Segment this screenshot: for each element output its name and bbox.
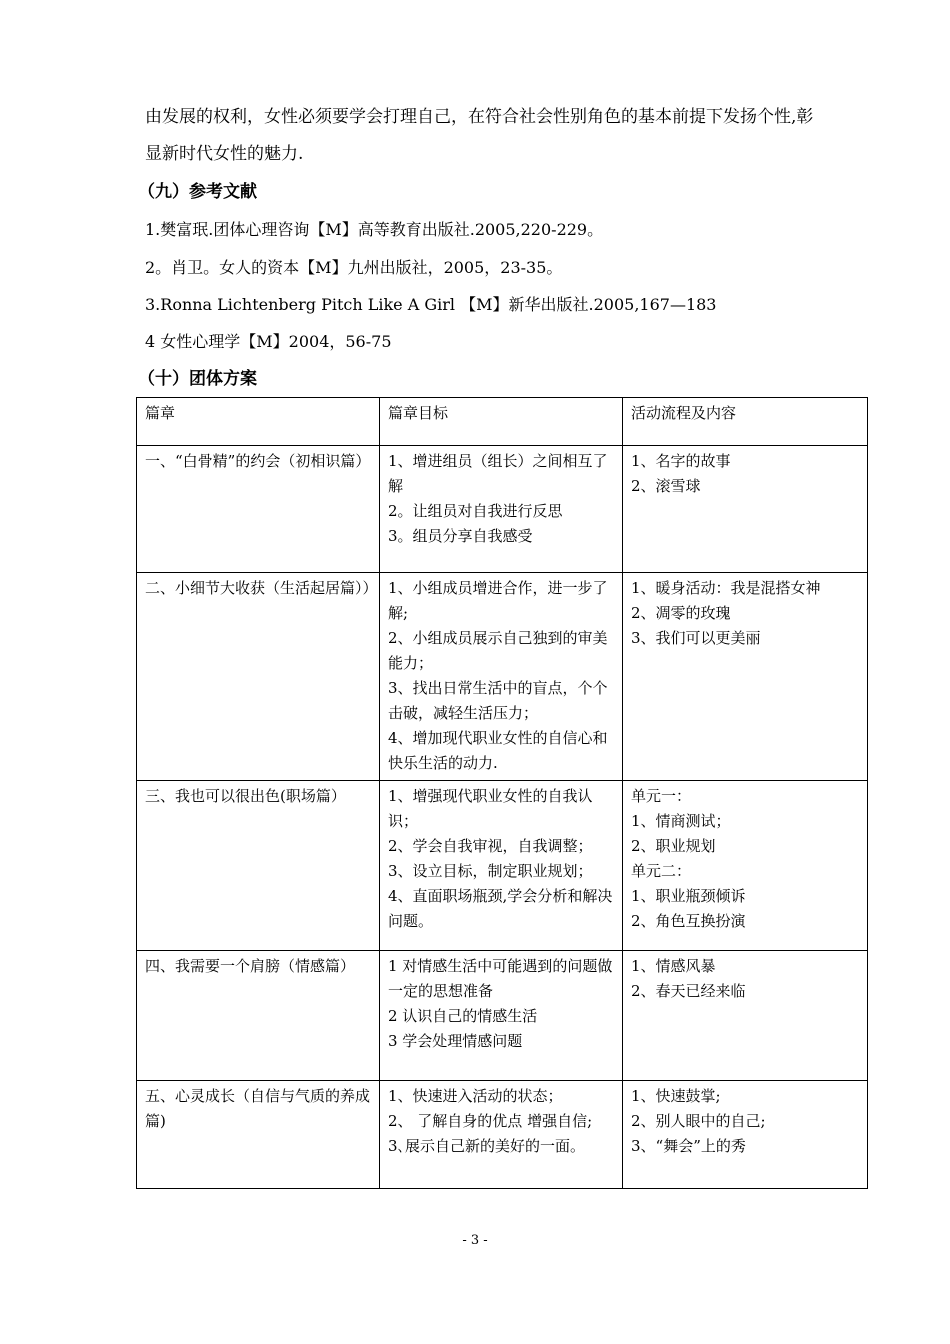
- activity-item: 2、滚雪球: [631, 477, 701, 495]
- goals-cell: [380, 781, 623, 951]
- goal-item: 1 对情感生活中可能遇到的问题做一定的思想准备: [388, 957, 613, 1000]
- header-activities: 活动流程及内容: [623, 398, 868, 446]
- activity-item: 2、角色互换扮演: [631, 912, 746, 930]
- reference-item: 2。肖卫。女人的资本【M】九州出版社，2005，23-35。: [145, 258, 563, 277]
- goal-item: 2、 了解自身的优点 增强自信;: [388, 1112, 593, 1130]
- activity-item: 2、职业规划: [631, 837, 716, 855]
- goal-item: 4、直面职场瓶颈,学会分析和解决问题。: [388, 887, 613, 930]
- activity-item: 1、情商测试；: [631, 812, 731, 830]
- goal-item: 2、学会自我审视，自我调整；: [388, 837, 593, 855]
- activities-cell: [623, 573, 868, 781]
- table-row: [137, 951, 868, 1081]
- chapter-cell: 二、小细节大收获（生活起居篇））: [137, 573, 380, 781]
- goal-item: 4、增加现代职业女性的自信心和快乐生活的动力.: [388, 729, 608, 772]
- chapter-cell: 三、我也可以很出色(职场篇）: [137, 781, 380, 951]
- goal-item: 1、快速进入活动的状态；: [388, 1087, 563, 1105]
- table-row: [137, 446, 868, 573]
- activities-cell: [623, 951, 868, 1081]
- reference-item: 3.Ronna Lichtenberg Pitch Like A Girl 【M】新华出版社.2005,167—183: [145, 295, 717, 314]
- goal-item: 2 认识自己的情感生活: [388, 1007, 538, 1025]
- goal-item: 3。组员分享自我感受: [388, 527, 533, 545]
- activity-item: 2、凋零的玫瑰: [631, 604, 731, 622]
- activity-item: 1、职业瓶颈倾诉: [631, 887, 746, 905]
- table-row: [137, 781, 868, 951]
- activities-cell: [623, 1081, 868, 1189]
- group-plan-table: [136, 397, 868, 1189]
- goals-cell: [380, 1081, 623, 1189]
- activities-cell: [623, 781, 868, 951]
- activities-cell: [623, 446, 868, 573]
- table-row: [137, 1081, 868, 1189]
- goal-item: 1、小组成员增进合作，进一步了解;: [388, 579, 608, 622]
- goals-cell: [380, 573, 623, 781]
- activity-item: 1、情感风暴: [631, 957, 716, 975]
- goal-item: 3、找出日常生活中的盲点，个个击破，减轻生活压力；: [388, 679, 608, 722]
- activity-item: 单元二：: [631, 862, 692, 880]
- goals-cell: [380, 951, 623, 1081]
- activity-item: 1、快速鼓掌;: [631, 1087, 721, 1105]
- table-row: [137, 573, 868, 781]
- goal-item: 3､展示自己新的美好的一面。: [388, 1137, 586, 1155]
- activity-item: 2、别人眼中的自己;: [631, 1112, 766, 1130]
- goal-item: 2。让组员对自我进行反思: [388, 502, 563, 520]
- page-number: - 3 -: [462, 1233, 488, 1248]
- activity-item: 单元一：: [631, 787, 692, 805]
- table-header-row: [137, 398, 868, 446]
- goal-item: 1、增强现代职业女性的自我认识；: [388, 787, 593, 830]
- references-heading: （九）参考文献: [138, 182, 257, 202]
- goal-item: 1、增进组员（组长）之间相互了解: [388, 452, 608, 495]
- reference-item: 4 女性心理学【M】2004，56-75: [145, 332, 392, 351]
- goal-item: 3、设立目标，制定职业规划；: [388, 862, 593, 880]
- activity-item: 3、我们可以更美丽: [631, 629, 761, 647]
- goal-item: 2、小组成员展示自己独到的审美能力；: [388, 629, 608, 672]
- plan-heading: （十）团体方案: [138, 369, 257, 389]
- chapter-cell: 四、我需要一个肩膀（情感篇）: [137, 951, 380, 1081]
- reference-item: 1.樊富珉.团体心理咨询【M】高等教育出版社.2005,220-229。: [145, 220, 604, 239]
- goal-item: 3 学会处理情感问题: [388, 1032, 523, 1050]
- activity-item: 2、春天已经来临: [631, 982, 746, 1000]
- activity-item: 3、“舞会”上的秀: [631, 1137, 746, 1155]
- intro-paragraph: 由发展的权利，女性必须要学会打理自己，在符合社会性别角色的基本前提下发扬个性,彰显新时代女性的魅力.: [145, 107, 814, 164]
- header-chapter: 篇章: [137, 398, 380, 446]
- activity-item: 1、名字的故事: [631, 452, 731, 470]
- chapter-cell: 一、“白骨精”的约会（初相识篇）: [137, 446, 380, 573]
- chapter-cell: 五、心灵成长（自信与气质的养成篇): [137, 1081, 380, 1189]
- goals-cell: [380, 446, 623, 573]
- activity-item: 1、暖身活动：我是混搭女神: [631, 579, 821, 597]
- header-goals: 篇章目标: [380, 398, 623, 446]
